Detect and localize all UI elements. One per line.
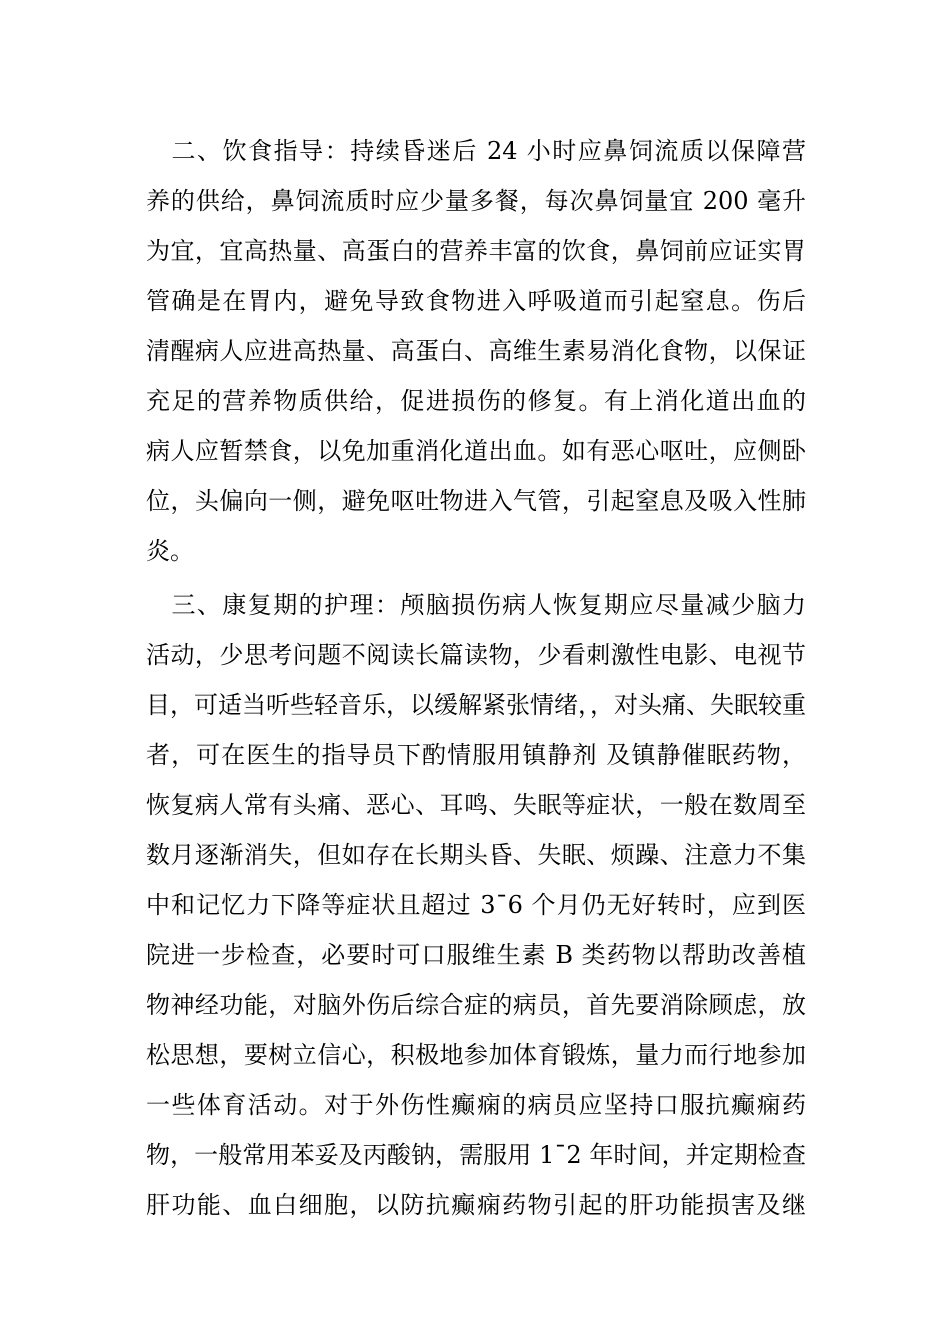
text-line: 清醒病人应进高热量、高蛋白、高维生素易消化食物，以保证 (146, 337, 806, 365)
text-line: 位，头偏向一侧，避免呕吐物进入气管，引起窒息及吸入性肺 (146, 487, 806, 515)
text-line: 三、康复期的护理：颅脑损伤病人恢复期应尽量减少脑力 (146, 591, 806, 619)
text-line: 养的供给，鼻饲流质时应少量多餐，每次鼻饲量宜 200 毫升 (146, 187, 806, 215)
text-line: 中和记忆力下降等症状且超过 3¯6 个月仍无好转时，应到医 (146, 891, 806, 919)
text-line: 炎。 (146, 537, 194, 565)
text-line: 管确是在胃内，避免导致食物进入呼吸道而引起窒息。伤后 (146, 287, 806, 315)
text-line: 物神经功能，对脑外伤后综合症的病员，首先要消除顾虑，放 (146, 991, 806, 1019)
text-line: 充足的营养物质供给，促进损伤的修复。有上消化道出血的 (146, 387, 806, 415)
text-line: 恢复病人常有头痛、恶心、耳鸣、失眠等症状，一般在数周至 (146, 791, 806, 819)
text-line: 数月逐渐消失，但如存在长期头昏、失眠、烦躁、注意力不集 (146, 841, 806, 869)
text-line: 院进一步检查，必要时可口服维生素 B 类药物以帮助改善植 (146, 941, 806, 969)
text-line: 二、饮食指导：持续昏迷后 24 小时应鼻饲流质以保障营 (146, 137, 806, 165)
paragraph-diet-guidance (146, 126, 806, 576)
text-line: 松思想，要树立信心，积极地参加体育锻炼，量力而行地参加 (146, 1041, 806, 1069)
text-line: 肝功能、血白细胞，以防抗癫痫药物引起的肝功能损害及继 (146, 1191, 806, 1219)
text-line: 物，一般常用苯妥及丙酸钠，需服用 1¯2 年时间，并定期检查 (146, 1141, 806, 1169)
text-line: 目，可适当听些轻音乐，以缓解紧张情绪，，对头痛、失眠较重 (146, 691, 806, 719)
text-line: 为宜，宜高热量、高蛋白的营养丰富的饮食，鼻饲前应证实胃 (146, 237, 806, 265)
text-line: 者，可在医生的指导员下酌情服用镇静剂 及镇静催眠药物， (146, 741, 806, 769)
text-line: 活动，少思考问题不阅读长篇读物，少看刺激性电影、电视节 (146, 641, 806, 669)
text-line: 病人应暂禁食，以免加重消化道出血。如有恶心呕吐，应侧卧 (146, 437, 806, 465)
paragraph-rehabilitation-care (146, 580, 806, 1230)
text-line: 一些体育活动。对于外伤性癫痫的病员应坚持口服抗癫痫药 (146, 1091, 806, 1119)
